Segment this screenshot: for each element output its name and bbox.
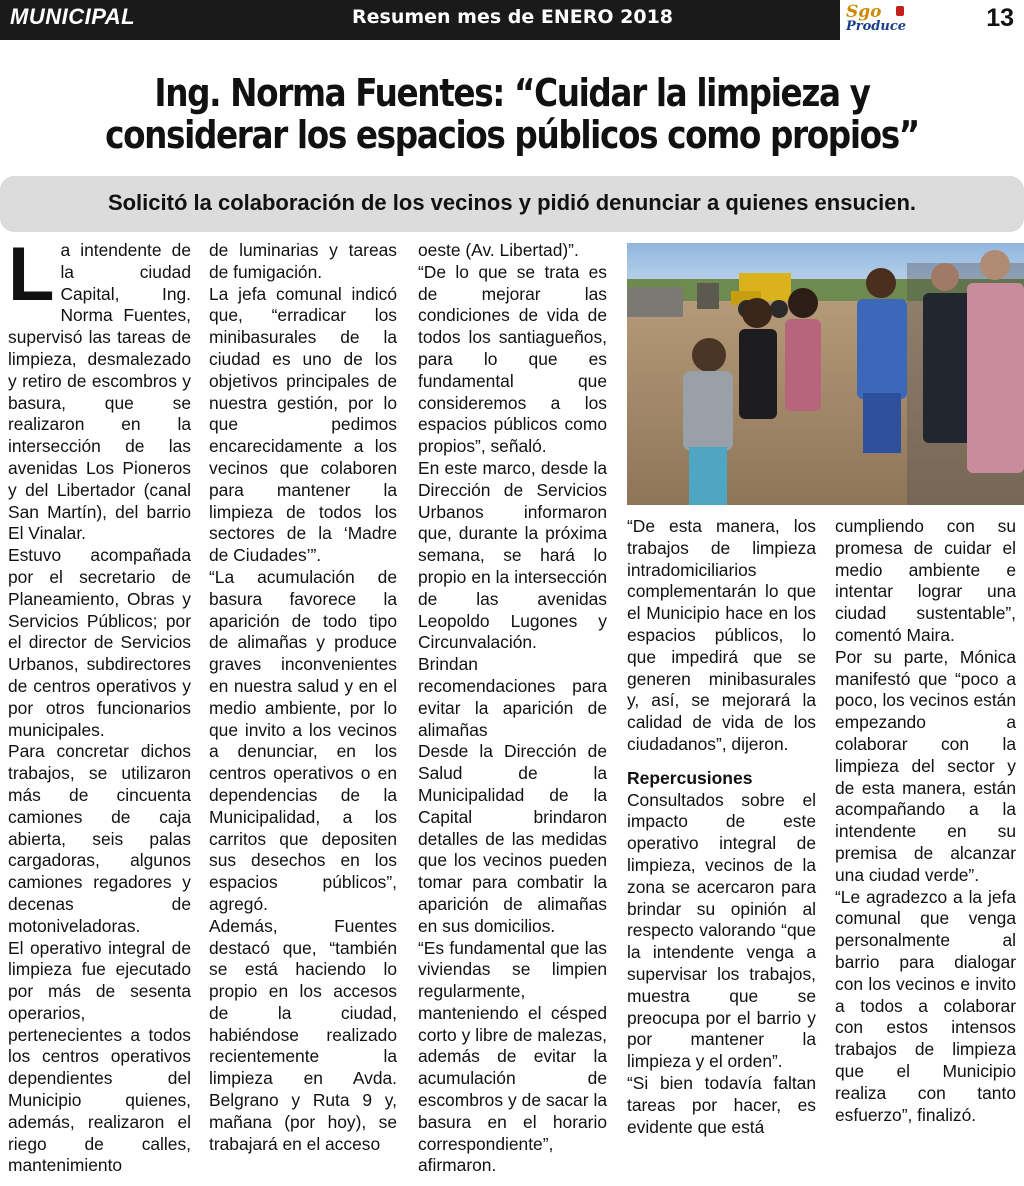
paragraph: “Le agradezco a la jefa comunal que venga personalmente al barrio para dialogar con los vecinos e invito a todos a colaborar con estos intensos trabajos de limpieza que el Municipio realiza con tanto esfuerzo”, finalizó.	[835, 886, 1016, 1125]
logo-bottom-text: Produce	[846, 19, 907, 34]
paragraph: Además, Fuentes destacó que, “también se está haciendo lo propio en los accesos de la ciudad, habiéndose realizado recientemente la limpieza en Avda. Belgrano y Ruta 9 y, mañana (por hoy), se trabajará en el acceso	[209, 915, 397, 1154]
paragraph: Estuvo acompañada por el secretario de Planeamiento, Obras y Servicios Públicos; por el director de Servicios Urbanos, subdirectores de centros operativos y por otros funcionarios municipales.	[8, 545, 191, 740]
headline-line-2: considerar los espacios públicos como propios”	[105, 113, 919, 157]
subheadline: Solicitó la colaboración de los vecinos y pidió denunciar a quienes ensucien.	[107, 190, 917, 215]
paragraph: Desde la Dirección de Salud de la Municipalidad de la Capital brindaron detalles de las medidas que los vecinos pueden tomar para combatir la aparición de alimañas en sus domicilios.	[418, 741, 607, 936]
headline	[89, 72, 935, 156]
article-column-3	[418, 240, 607, 1177]
page-number: 13	[986, 4, 1014, 32]
paragraph: “De lo que se trata es de mejorar las condiciones de vida de todos los santiagueños, para lo que es fundamental que consideremos a los espacios públicos como propios”, señaló.	[418, 261, 607, 457]
paragraph: de luminarias y tareas de fumigación.	[209, 240, 397, 282]
paragraph: Por su parte, Mónica manifestó que “poco a poco, los vecinos están empezando a colaborar con la limpieza del sector y de esta manera, están acompañando a la intendente en su premisa de alcanzar una ciudad verde”.	[835, 646, 1016, 885]
paragraph: En este marco, desde la Dirección de Servicios Urbanos informaron que, durante la próxima semana, se hará lo propio en la intersección de las avenidas Leopoldo Lugones y Circunvalación.	[418, 457, 607, 653]
article-column-2	[209, 240, 397, 1155]
issue-label: Resumen mes de ENERO 2018	[352, 6, 674, 28]
logo-top-text: Sgo	[846, 2, 882, 22]
logo	[840, 0, 1024, 40]
paragraph: El operativo integral de limpieza fue ejecutado por más de sesenta operarios, pertenecientes a todos los centros operativos dependientes del Municipio quienes, además, realizaron el riego de calles, mantenimiento	[8, 937, 191, 1176]
section-label: MUNICIPAL	[10, 4, 136, 29]
article-column-5	[835, 516, 1016, 1126]
paragraph: “La acumulación de basura favorece la aparición de todo tipo de alimañas y produce graves inconvenientes en nuestra salud y en el medio ambiente, por lo que invito a los vecinos a denunciar, en los centros operativos o en dependencias de la Municipalidad, a los carritos que depositen sus desechos en los espacios públicos”, agregó.	[209, 566, 397, 914]
article-column-1	[8, 232, 191, 1177]
paragraph: “De esta manera, los trabajos de limpieza intradomiciliarios complementarán lo que el Municipio hace en los espacios públicos, lo que impedirá que se generen minibasurales y, así, se mejorará la calidad de vida de los ciudadanos”, dijeron.	[627, 516, 816, 754]
logo-mark-icon	[896, 6, 904, 16]
paragraph: a intendente de la ciudad Capital, Ing. Norma Fuentes, supervisó las tareas de limpieza, desmalezado y retiro de escombros y basura, que se realizaron en la intersección de las avenidas Los Pioneros y del Libertador (canal San Martín), del barrio El Vinalar.	[8, 240, 191, 544]
photo-illustration	[627, 243, 1024, 505]
paragraph: Brindan recomendaciones para evitar la aparición de alimañas	[418, 654, 607, 740]
paragraph: Para concretar dichos trabajos, se utilizaron más de cincuenta camiones de caja abierta, seis palas cargadoras, algunos camiones regadores y decenas de motoniveladoras.	[8, 741, 191, 936]
top-bar	[0, 0, 1024, 40]
paragraph: La jefa comunal indicó que, “erradicar los minibasurales de la ciudad es uno de los objetivos principales de nuestra gestión, por lo que pedimos encarecidamente a los vecinos que colaboren para mantener la limpieza de todos los sectores de la ‘Madre de Ciudades’”.	[209, 283, 397, 566]
paragraph: cumpliendo con su promesa de cuidar el medio ambiente e intentar lograr una ciudad sustentable”, comentó Maira.	[835, 516, 1016, 645]
paragraph: oeste (Av. Libertad)”.	[418, 240, 579, 260]
headline-line-1: Ing. Norma Fuentes: “Cuidar la limpieza y	[154, 71, 870, 115]
drop-cap: L	[8, 232, 55, 317]
paragraph: “Es fundamental que las viviendas se limpien regularmente, manteniendo el césped corto y libre de malezas, además de evitar la acumulación de escombros y de sacar la basura en el horario correspondiente”, afirmaron.	[418, 937, 607, 1176]
paragraph: Consultados sobre el impacto de este operativo integral de limpieza, vecinos de la zona se acercaron para brindar su opinión al respecto valorando “que la intendente venga a supervisar los trabajos, muestra que se preocupa por el barrio y por mantener la limpieza y el orden”.	[627, 789, 816, 1072]
section-subtitle: Repercusiones	[627, 767, 753, 788]
article-column-4	[627, 516, 816, 1138]
news-photo	[627, 243, 1024, 505]
paragraph: “Si bien todavía faltan tareas por hacer, es evidente que está	[627, 1072, 816, 1137]
